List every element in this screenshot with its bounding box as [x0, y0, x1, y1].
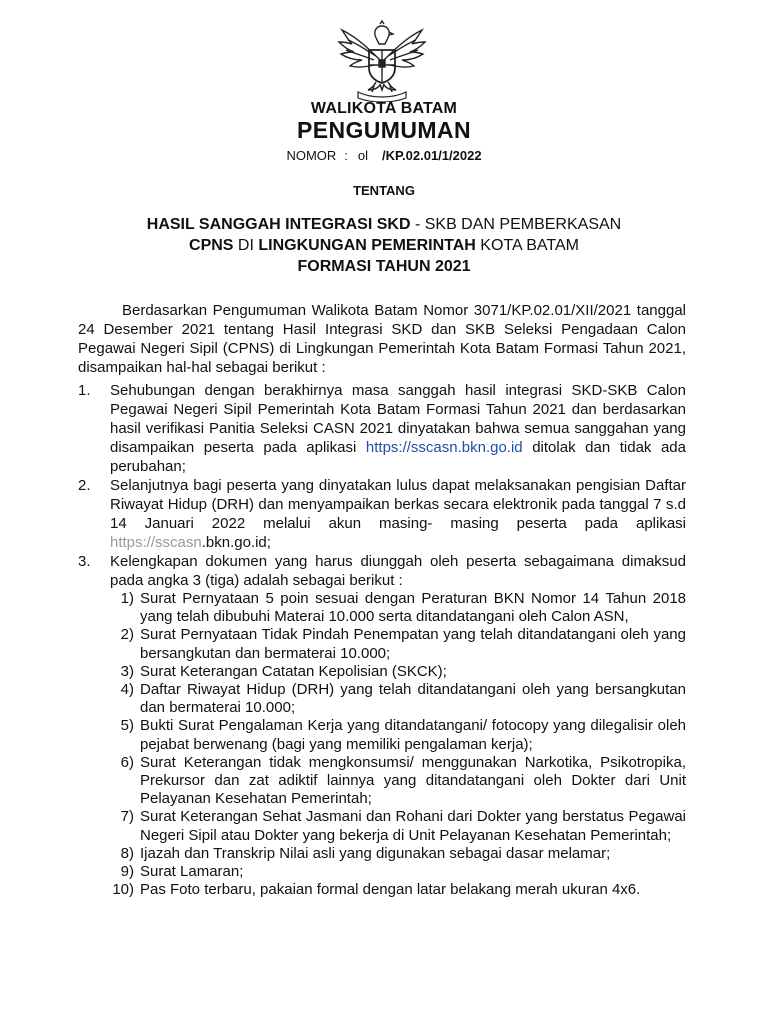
subject-line-2-bold-2: LINGKUNGAN PEMERINTAH — [258, 237, 476, 254]
requirement-item — [110, 845, 686, 863]
list-item-text-part: Sehubungan dengan berakhirnya masa sanggah hasil integrasi SKD-SKB Calon Pegawai Negeri Sipil Pemerintah Kota Batam Formasi Tahun 2021 dan berdasarkan hasil verifikasi Panitia Seleksi CASN 2021 dinyatakan bahwa semua sanggahan yang disampaikan peserta pada aplikasi — [110, 382, 686, 456]
requirement-number: 9) — [120, 863, 134, 881]
requirement-text: Surat Lamaran; — [140, 863, 244, 881]
requirement-text: Surat Keterangan Catatan Kepolisian (SKCK); — [140, 662, 447, 680]
requirement-number: 8) — [120, 844, 134, 862]
requirement-number: 7) — [120, 808, 134, 826]
requirement-number: 4) — [120, 681, 134, 699]
nomor-value: /KP.02.01/1/2022 — [382, 148, 482, 163]
tentang-heading: TENTANG — [353, 183, 415, 198]
subject-line-2-mid-1: DI — [233, 237, 259, 254]
list-item — [78, 381, 686, 476]
requirement-number: 2) — [120, 626, 134, 644]
list-item-number: 3. — [78, 553, 91, 570]
requirement-number: 5) — [120, 717, 134, 735]
requirement-item — [110, 681, 686, 717]
nomor-separator: : — [344, 148, 348, 163]
requirement-item — [110, 663, 686, 681]
requirement-item — [110, 626, 686, 662]
nomor-label: NOMOR — [286, 148, 337, 163]
requirement-item — [110, 863, 686, 881]
garuda-emblem-icon — [336, 20, 428, 102]
subject-line-2 — [0, 235, 768, 256]
list-item — [78, 476, 686, 552]
subject-line-3: FORMASI TAHUN 2021 — [297, 258, 471, 275]
requirement-text: Ijazah dan Transkrip Nilai asli yang digunakan sebagai dasar melamar; — [140, 844, 611, 862]
list-item-text-part: ditolak dan tidak ada perubahan; — [110, 439, 686, 475]
list-item-text: Kelengkapan dokumen yang harus diunggah oleh peserta sebagaimana dimaksud pada angka 3 (tiga) adalah sebagai berikut : — [110, 553, 686, 589]
requirement-item — [110, 590, 686, 626]
requirement-number: 10) — [112, 881, 134, 899]
subject-line-1-bold: HASIL SANGGAH INTEGRASI SKD — [146, 216, 411, 233]
requirement-text: Surat Keterangan tidak mengkonsumsi/ menggunakan Narkotika, Psikotropika, Prekursor dan zat adiktif lainnya yang ditandatangani oleh Dokter dari Unit Pelayanan Kesehatan Pemerintah; — [140, 753, 686, 808]
document-title: PENGUMUMAN — [297, 117, 471, 143]
requirement-text: Surat Pernyataan 5 poin sesuai dengan Peraturan BKN Nomor 14 Tahun 2018 yang telah dibubuhi Materai 10.000 serta ditandatangani oleh Calon ASN, — [140, 590, 686, 626]
list-item-number: 1. — [78, 382, 91, 399]
authority-title: WALIKOTA BATAM — [310, 100, 458, 117]
requirement-text: Surat Pernyataan Tidak Pindah Penempatan yang telah ditandatangani oleh yang bersangkutan dan bermaterai 10.000; — [140, 626, 686, 662]
requirement-text: Bukti Surat Pengalaman Kerja yang ditandatangani/ fotocopy yang dilegalisir oleh pejabat berwenang (bagi yang memiliki pengalaman kerja); — [140, 717, 686, 753]
requirement-item — [110, 717, 686, 753]
requirement-text: Surat Keterangan Sehat Jasmani dan Rohani dari Dokter yang berstatus Pegawai Negeri Sipil atau Dokter yang bekerja di Unit Pelayanan Kesehatan Pemerintah; — [140, 808, 686, 844]
document-number — [0, 148, 768, 163]
requirement-item — [110, 881, 686, 899]
list-item-text — [110, 476, 686, 552]
nomor-prefix: ol — [357, 148, 369, 163]
requirement-item — [110, 808, 686, 844]
requirement-text: Pas Foto terbaru, pakaian formal dengan latar belakang merah ukuran 4x6. — [140, 881, 641, 899]
list-item-number: 2. — [78, 477, 91, 494]
list-item-text-part: .bkn.go.id; — [201, 534, 271, 551]
subject-line-2-bold-1: CPNS — [189, 237, 234, 254]
requirement-number: 1) — [120, 590, 134, 607]
subject-line-2-mid-2: KOTA BATAM — [475, 237, 579, 254]
subject-line-1-rest: - SKB DAN PEMBERKASAN — [410, 216, 622, 233]
requirement-number: 6) — [120, 753, 134, 771]
requirement-text: Daftar Riwayat Hidup (DRH) yang telah ditandatangani oleh yang bersangkutan dan bermaterai 10.000; — [140, 681, 686, 717]
list-item — [78, 552, 686, 590]
document-requirements-list — [110, 590, 686, 899]
list-item-text-part: Selanjutnya bagi peserta yang dinyatakan lulus dapat melaksanakan pengisian Daftar Riwayat Hidup (DRH) dan menyampaikan berkas secara elektronik pada tanggal 7 s.d 14 Januari 2022 melalui akun masing- masing peserta pada aplikasi — [110, 477, 686, 532]
sscasn-link[interactable]: https://sscasn — [110, 534, 202, 551]
requirement-item — [110, 754, 686, 809]
sscasn-link[interactable]: https://sscasn.bkn.go.id — [365, 439, 523, 456]
subject-line-1 — [0, 214, 768, 235]
list-item-text — [110, 381, 686, 476]
intro-paragraph: Berdasarkan Pengumuman Walikota Batam Nomor 3071/KP.02.01/XII/2021 tanggal 24 Desember 2021 tentang Hasil Integrasi SKD dan SKB Seleksi Pengadaan Calon Pegawai Negeri Sipil (CPNS) di Lingkungan Pemerintah Kota Batam Formasi Tahun 2021, disampaikan hal-hal sebagai berikut : — [78, 302, 686, 376]
requirement-number: 3) — [120, 662, 134, 680]
